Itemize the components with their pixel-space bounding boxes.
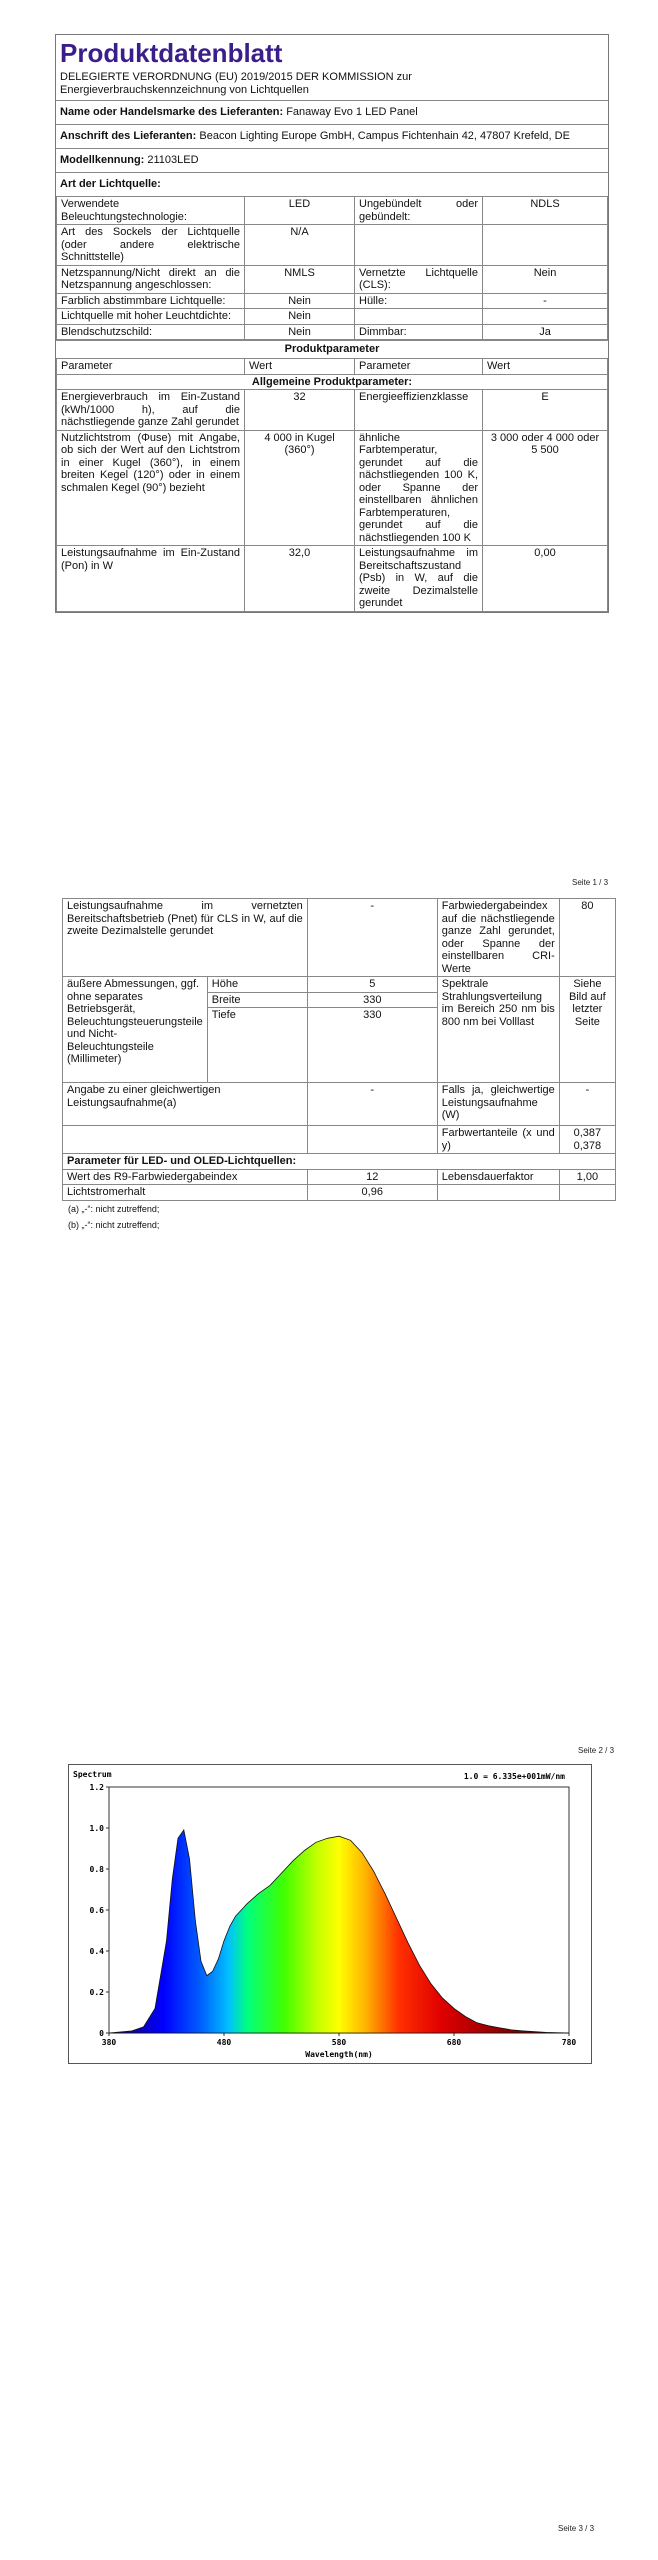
x-tick-label: 680 xyxy=(446,2038,462,2047)
chart-annotation: 1.0 = 6.335e+001mW/nm xyxy=(463,1772,565,1781)
general-params-header: Allgemeine Produktparameter: xyxy=(57,374,608,390)
type-cell-l1: Farblich abstimmbare Lichtquelle: xyxy=(57,293,245,309)
type-cell-l2: Ungebündelt oder gebündelt: xyxy=(355,197,483,225)
y-tick-label: 0.2 xyxy=(89,1988,104,1997)
led-param-row xyxy=(63,1185,616,1201)
page2-table xyxy=(62,898,616,1201)
equiv-row xyxy=(63,1083,616,1126)
equiv-if-label: Falls ja, gleichwertige Leistungsaufnahme (W) xyxy=(437,1083,559,1126)
datasheet-page-1 xyxy=(55,34,609,613)
y-tick-label: 0.6 xyxy=(89,1906,104,1915)
general-param-row xyxy=(57,430,608,546)
type-cell-v2: Nein xyxy=(483,265,608,293)
type-row xyxy=(57,265,608,293)
general-cell-l1: Energieverbrauch im Ein-Zustand (kWh/1000 h), auf die nächstliegende ganze Zahl gerundet xyxy=(57,390,245,431)
page2-cell-v1: - xyxy=(307,899,437,977)
address-label: Anschrift des Lieferanten: xyxy=(60,130,197,142)
regulation-line-2: Energieverbrauchskennzeichnung von Lichtquellen xyxy=(60,84,309,96)
type-cell-l1: Art des Sockels der Lichtquelle (oder andere elektrische Schnittstelle) xyxy=(57,225,245,266)
type-cell-v2: NDLS xyxy=(483,197,608,225)
dim-value-0: 5 xyxy=(307,977,437,993)
x-tick-label: 580 xyxy=(331,2038,347,2047)
chroma-y: 0,378 xyxy=(573,1139,602,1152)
general-param-row xyxy=(57,390,608,431)
type-row xyxy=(57,197,608,225)
col-param-1: Parameter xyxy=(57,359,245,375)
type-cell-l2 xyxy=(355,309,483,325)
led-cell-l1: Wert des R9-Farbwiedergabeindex xyxy=(63,1169,308,1185)
type-header: Art der Lichtquelle: xyxy=(56,172,608,196)
page-title: Produktdatenblatt xyxy=(60,38,283,68)
led-cell-v2: 1,00 xyxy=(559,1169,615,1185)
general-cell-l2: Leistungsaufnahme im Bereitschaftszustand (Psb) in W, auf die zweite Dezimalstelle gerundet xyxy=(355,546,483,612)
y-tick-label: 0.4 xyxy=(89,1947,104,1956)
type-cell-v1: Nein xyxy=(245,309,355,325)
supplier-row xyxy=(56,100,608,124)
supplier-label: Name oder Handelsmarke des Lieferanten: xyxy=(60,106,284,118)
page2-cell-l2: Farbwiedergabeindex auf die nächstliegende ganze Zahl gerundet, oder Spanne der einstellbaren CRI-Werte xyxy=(437,899,559,977)
type-cell-v2 xyxy=(483,225,608,266)
type-cell-l2: Hülle: xyxy=(355,293,483,309)
type-cell-v1: LED xyxy=(245,197,355,225)
general-cell-v2: 3 000 oder 4 000 oder 5 500 xyxy=(483,430,608,546)
chroma-label: Farbwertanteile (x und y) xyxy=(437,1126,559,1154)
type-row xyxy=(57,293,608,309)
x-axis-label: Wavelength(nm) xyxy=(305,2050,373,2059)
x-tick-label: 380 xyxy=(101,2038,117,2047)
equiv-value: - xyxy=(307,1083,437,1126)
led-param-row xyxy=(63,1169,616,1185)
y-tick-label: 1.2 xyxy=(89,1783,104,1792)
params-table xyxy=(56,358,608,612)
general-cell-v1: 32,0 xyxy=(245,546,355,612)
page-number-2: Seite 2 / 3 xyxy=(578,1746,615,1755)
type-cell-l2 xyxy=(355,225,483,266)
model-value: 21103LED xyxy=(147,154,199,166)
spectrum-chart xyxy=(68,1764,592,2064)
general-cell-l2: Energieeffizienzklasse xyxy=(355,390,483,431)
type-cell-l2: Vernetzte Lichtquelle (CLS): xyxy=(355,265,483,293)
general-cell-l2: ähnliche Farbtemperatur, gerundet auf die nächstliegenden 100 K, oder Spanne der einstellbaren ähnlichen Farbtemperaturen, gerundet auf die nächstliegenden 100 K xyxy=(355,430,483,546)
model-label: Modellkennung: xyxy=(60,154,145,166)
general-cell-l1: Leistungsaufnahme im Ein-Zustand (Pon) in W xyxy=(57,546,245,612)
type-cell-v1: Nein xyxy=(245,293,355,309)
type-cell-v2 xyxy=(483,309,608,325)
equiv-label: Angabe zu einer gleichwertigen Leistungsaufnahme(a) xyxy=(63,1083,308,1126)
type-row xyxy=(57,225,608,266)
spectrum-svg xyxy=(69,1765,591,2063)
led-cell-l2: Lebensdauerfaktor xyxy=(437,1169,559,1185)
product-params-header: Produktparameter xyxy=(56,340,608,358)
col-value-1: Wert xyxy=(245,359,355,375)
page2-cell-l1: Leistungsaufnahme im vernetzten Bereitschaftsbetrieb (Pnet) für CLS in W, auf die zweite Dezimalstelle gerundet xyxy=(63,899,308,977)
dim-name-1: Breite xyxy=(207,992,307,1008)
general-param-row xyxy=(57,546,608,612)
params-column-header-row xyxy=(57,359,608,375)
type-table xyxy=(56,196,608,340)
dim-name-2: Tiefe xyxy=(207,1008,307,1083)
x-tick-label: 480 xyxy=(216,2038,232,2047)
general-cell-v1: 4 000 in Kugel (360°) xyxy=(245,430,355,546)
led-cell-v2 xyxy=(559,1185,615,1201)
dims-label: äußere Abmessungen, ggf. ohne separates Betriebsgerät, Beleuchtungsteuerungsteile und Nicht-Beleuchtungsteile (Millimeter) xyxy=(63,977,208,1083)
general-cell-v2: 0,00 xyxy=(483,546,608,612)
led-cell-l2 xyxy=(437,1185,559,1201)
dim-value-1: 330 xyxy=(307,992,437,1008)
chroma-values xyxy=(559,1126,615,1154)
address-row xyxy=(56,124,608,148)
dim-name-0: Höhe xyxy=(207,977,307,993)
footnote-b: (b) „-“: nicht zutreffend; xyxy=(68,1219,160,1230)
page-number-3: Seite 3 / 3 xyxy=(558,2524,595,2533)
y-tick-label: 1.0 xyxy=(89,1824,104,1833)
general-cell-v1: 32 xyxy=(245,390,355,431)
page2-cell-v2: 80 xyxy=(559,899,615,977)
type-cell-v1: Nein xyxy=(245,324,355,340)
footnote-a: (a) „-“: nicht zutreffend; xyxy=(68,1203,160,1214)
general-cell-l1: Nutzlichtstrom (Φuse) mit Angabe, ob sich der Wert auf den Lichtstrom in einer Kugel (360°), in einem breiten Kegel (120°) oder in einem schmalen Kegel (90°) bezieht xyxy=(57,430,245,546)
spectrum-area xyxy=(109,1830,569,2033)
led-cell-v1: 0,96 xyxy=(307,1185,437,1201)
chroma-row xyxy=(63,1126,616,1154)
type-cell-v1: N/A xyxy=(245,225,355,266)
col-value-2: Wert xyxy=(483,359,608,375)
spectral-value: Siehe Bild auf letzter Seite xyxy=(559,977,615,1083)
spectral-label: Spektrale Strahlungsverteilung im Bereich 250 nm bis 800 nm bei Volllast xyxy=(437,977,559,1083)
type-cell-v2: - xyxy=(483,293,608,309)
type-row xyxy=(57,324,608,340)
datasheet-page-2 xyxy=(62,898,616,1233)
y-tick-label: 0.8 xyxy=(89,1865,104,1874)
regulation-line-1: DELEGIERTE VERORDNUNG (EU) 2019/2015 DER KOMMISSION zur xyxy=(60,71,412,83)
led-params-header: Parameter für LED- und OLED-Lichtquellen: xyxy=(63,1154,616,1170)
type-cell-l1: Lichtquelle mit hoher Leuchtdichte: xyxy=(57,309,245,325)
type-cell-l1: Netzspannung/Nicht direkt an die Netzspannung angeschlossen: xyxy=(57,265,245,293)
col-param-2: Parameter xyxy=(355,359,483,375)
model-row xyxy=(56,148,608,172)
page2-row xyxy=(63,899,616,977)
type-cell-l2: Dimmbar: xyxy=(355,324,483,340)
type-cell-l1: Blendschutzschild: xyxy=(57,324,245,340)
page-number-1: Seite 1 / 3 xyxy=(572,878,609,887)
equiv-if-value: - xyxy=(559,1083,615,1126)
y-tick-label: 0 xyxy=(99,2029,104,2038)
chroma-x: 0,387 xyxy=(573,1127,602,1139)
type-row xyxy=(57,309,608,325)
chart-title: Spectrum xyxy=(73,1770,112,1779)
supplier-value: Fanaway Evo 1 LED Panel xyxy=(286,106,418,118)
general-cell-v2: E xyxy=(483,390,608,431)
type-cell-v1: NMLS xyxy=(245,265,355,293)
dims-row-1 xyxy=(63,977,616,993)
address-value: Beacon Lighting Europe GmbH, Campus Fichtenhain 42, 47807 Krefeld, DE xyxy=(199,130,570,142)
led-cell-l1: Lichtstromerhalt xyxy=(63,1185,308,1201)
dim-value-2: 330 xyxy=(307,1008,437,1083)
led-cell-v1: 12 xyxy=(307,1169,437,1185)
type-cell-l1: Verwendete Beleuchtungstechnologie: xyxy=(57,197,245,225)
x-tick-label: 780 xyxy=(561,2038,577,2047)
type-cell-v2: Ja xyxy=(483,324,608,340)
